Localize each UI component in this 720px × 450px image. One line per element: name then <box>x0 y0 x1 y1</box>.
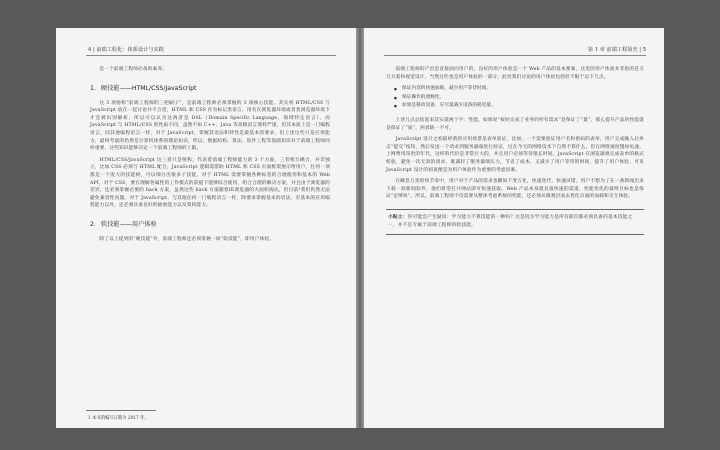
left-running-header: 4 | 前端工程化：体系设计与实践 <box>88 47 164 53</box>
footnote: 1 本书的编写日期为 2017 年。 <box>88 416 149 421</box>
tip-box <box>386 209 644 235</box>
paragraph: JavaScript 设计之初最经典的应用场景是表单验证，比如，一个需要验证用户名和密码的表单，用户完成输入后单击“提交”按钮，然后发送一个请求到服务器端进行验证，这在今天的网络技术下自然不算什么，但在网络速度慢如龟速、上网费用昂贵的年代，这样的代价是非常巨大的，并且用户必须等待很长时间。JavaScript 在浏览器端完成表单的格式校验，避免一次无效的请求，既减轻了服务器端压力，节省了成本，又减少了用户等待的时间，提升了用户体验。可见 JavaScript 设计的初衷便是为用户体验作为重要的考虑因素。 <box>386 137 644 173</box>
paragraph: 在瞬息万变的快节奏中，用户对于产品的需求也瞬间千变万化，快速迭代、快速试错，用户不想为了在一条新闻出来下载一款新闻软件，他们希望打开网站即可快速获取。Web 产品本身就具备快速的渠道，性能优化的最终目标也是保证“足够快”。所以，前端工程师不仅需要从整体考虑系统的性能，还必须从微观层面去优化页面的加载和交互体验。 <box>386 179 644 200</box>
book-gutter <box>356 28 364 428</box>
right-running-header: 第 1 章 前端工程简史 | 5 <box>587 47 646 53</box>
list-item: ● 如果是移动设备，应尽量减少设备的耗电量。 <box>396 102 644 111</box>
right-page-content <box>386 66 644 235</box>
tip-text: 你可能会产生疑问：学习能力不算技能的一种吗？这是因为学习能力是所有职位都必须具备的基本技能之一，并不是专属于前端工程师的软技能。 <box>388 214 633 228</box>
paragraph: 上述几点总结起来其实就两个字：性能。如果说“按时完成了业务的所有需求”是保证了“量”，那么提升产品的性能就是保证了“质”，两者缺一不可。 <box>386 117 644 131</box>
list-item: ● 保证操作的流畅性。 <box>396 94 644 103</box>
tip-label: 小贴士： <box>388 214 408 220</box>
list-item: ● 保证内容的快速加载，减少用户等待时间。 <box>396 85 644 94</box>
left-header-rule <box>86 55 336 56</box>
right-header-rule <box>384 55 646 56</box>
intro-line: 是一个前端工程师必备的素养。 <box>99 67 168 72</box>
paragraph: 除了以上提到的“硬技能”外，前端工程师还必须掌握一项“软技能”，即用户体验。 <box>99 236 275 242</box>
book-spread <box>56 28 664 428</box>
right-page <box>364 28 664 428</box>
section-heading-hard-skills: 1. 硬技能——HTML/CSS/JavaScript <box>90 84 197 92</box>
paragraph: HTML/CSS/JavaScript 这三者只是统称，代表着前端工程师能力的 3 个方面，三者相互耦合，并非独立，比如 CSS 必须与 HTML 配合，JavaScript 逻辑需借助 HTML 和 CSS 页面框架展示给用户。任何一项都是一个庞大的技能树，可以细分出很多子技能，对于 HTML 需要掌握各种标签的合理使用和基本的 Web API，对于 CSS，要在理解各属性的工作模式的前提下能够综合使用，组合合理的解决方案，并且由于浏览器的差异，还必须掌握必要的 hack 方案，虽然这些 hack 方案随着IE浏览器的大面积淘汰，但目前¹我们仍然无法避免兼容性问题。对于 JavaScript，与其他任何一门编程语言一样，除要求掌握基本的语法，有基本的应用编程能力以外，还必须具备良好的抽象能力以及架构能力。 <box>90 157 330 209</box>
paragraph: 前端工程师的产出是直接面向用户的，良好的用户体验是一个 Web 产品的基本要素，这里的用户体验并非指的是交互方案和视觉设计，当然这些也是用户体验的一部分，此处我们讨论的用户体验包括但不限于以下几点。 <box>386 67 644 80</box>
section-heading-soft-skills: 2. 软技能——用户体验 <box>90 220 157 228</box>
left-page <box>56 28 356 428</box>
left-page-content <box>90 66 330 248</box>
paragraph: 这 3 项俗称“前端工程师的三把刷子”，是前端工程师必须掌握的 3 项核心技能。其实将 HTML/CSS 与 JavaScript 放在一起讨论并不合适，HTML 和 CSS 作为标记类语言，用有在浏览器环境或者类浏览器环境下才会被识别解析，所以可以认为这两者是 DSL（Domain Specific Language，领域特定语言）。而 JavaScript 与 HTML/CSS 的性质不同，虽然不如 C++、Java 等高级语言那样严谨，但其本质上是一门编程语言，同其他编程语言一样，对于 JavaScript，掌握其语法和特性是最基本的要求，但上述这些只是应用能力，最终考量的仍然是计算机体系的理论知识，所以，数据结构、算法、软件工程等基础知识对于前端工程师同样重要，这些知识能够决定一个前端工程师的上限。 <box>90 100 330 152</box>
footnote-rule <box>86 410 156 411</box>
bullet-list <box>396 85 644 111</box>
